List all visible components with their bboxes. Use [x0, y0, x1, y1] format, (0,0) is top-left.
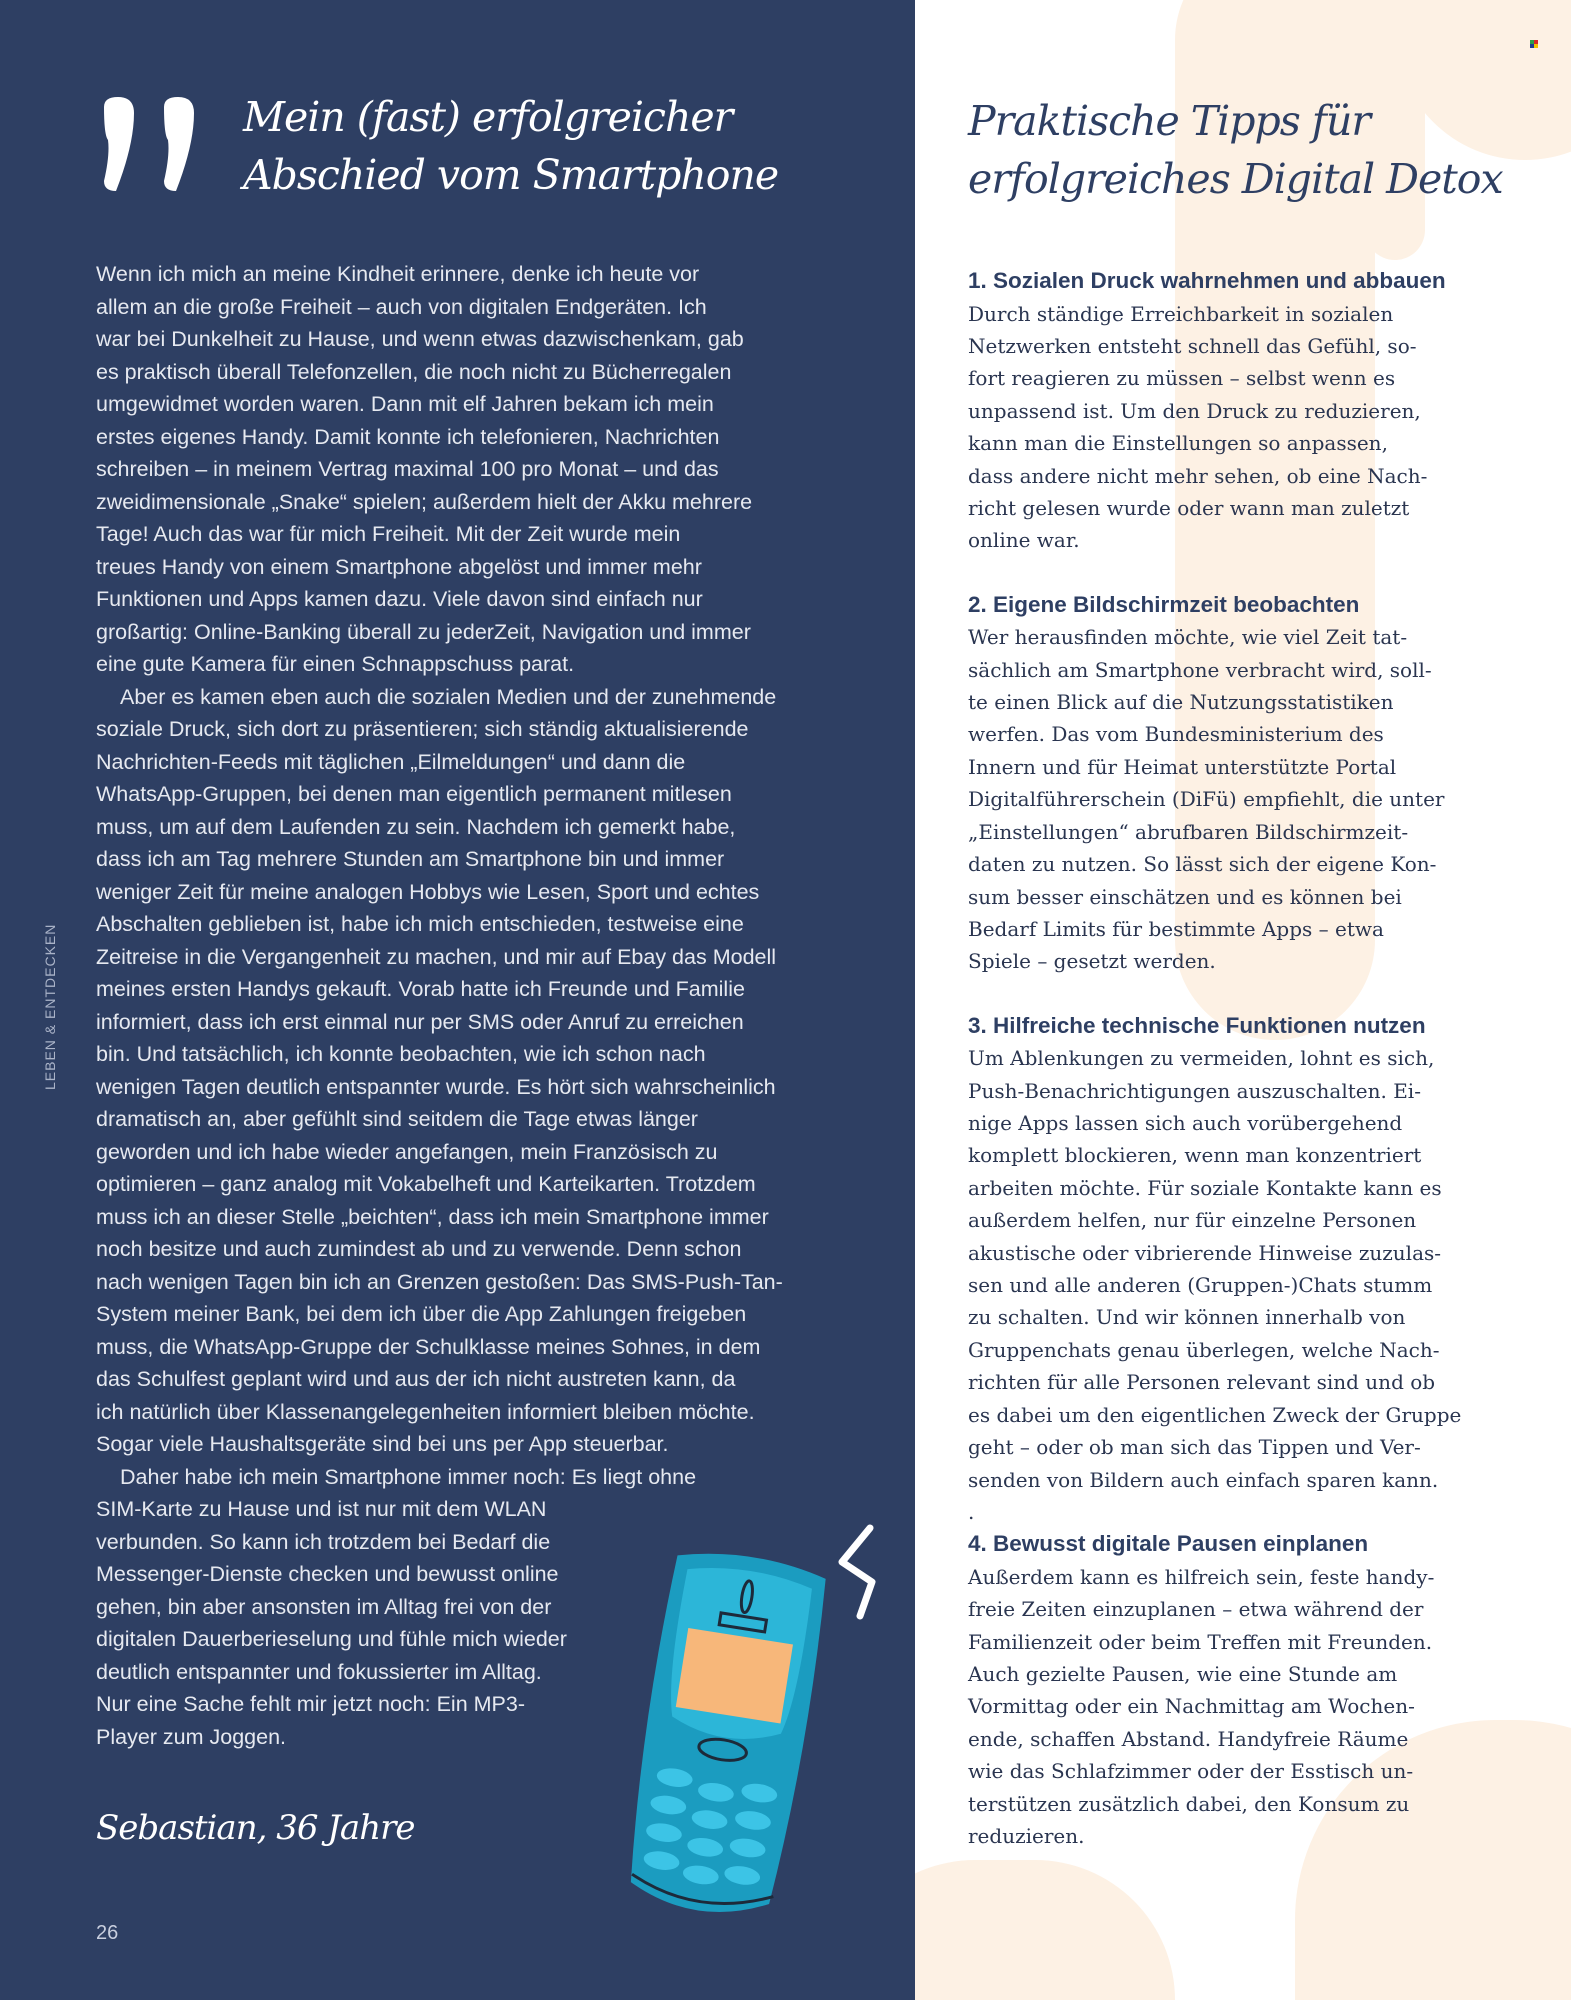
body-line: deutlich entspannter und fokussierter im Alltag. — [96, 1659, 542, 1684]
mobile-phone-icon — [610, 1535, 840, 1935]
background-shape — [915, 1860, 1175, 2000]
quote-marks-icon — [96, 95, 216, 195]
body-line: nach wenigen Tagen bin ich an Grenzen gestoßen: Das SMS-Push-Tan- — [96, 1269, 783, 1294]
tip-text-line: Gruppenchats genau überlegen, welche Nach- — [968, 1337, 1440, 1362]
body-line: dramatisch an, aber gefühlt sind seitdem die Tage etwas länger — [96, 1107, 698, 1131]
tip-text-line: akustische oder vibrierende Hinweise zuzulas- — [968, 1240, 1442, 1265]
body-line: das Schulfest geplant wird und aus der ich nicht austreten kann, da — [96, 1367, 736, 1391]
tip-section — [968, 1010, 1528, 1529]
tip-text-line: . — [968, 1499, 975, 1524]
tip-text-line: Vormittag oder ein Nachmittag am Wochen- — [968, 1694, 1415, 1719]
color-mark-icon — [1530, 40, 1538, 48]
body-line: Zeitreise in die Vergangenheit zu machen, und mir auf Ebay das Modell — [96, 944, 777, 969]
tips-title — [968, 92, 1503, 208]
tip-text-line: Digitalführerschein (DiFü) empfiehlt, die unter — [968, 787, 1445, 812]
body-line: Player zum Joggen. — [96, 1724, 287, 1749]
tip-text-line: te einen Blick auf die Nutzungsstatistiken — [968, 690, 1394, 715]
section-label: LEBEN & ENTDECKEN — [42, 923, 58, 1090]
tip-text-line: richten für alle Personen relevant sind und ob — [968, 1370, 1436, 1395]
body-line: meines ersten Handys gekauft. Vorab hatte ich Freunde und Familie — [96, 977, 745, 1001]
tip-text-line: online war. — [968, 528, 1080, 553]
body-line: Wenn ich mich an meine Kindheit erinnere, denke ich heute vor — [96, 262, 700, 286]
title-line: Mein (fast) erfolgreicher — [243, 93, 733, 141]
tip-text-line: sum besser einschätzen und es können bei — [968, 884, 1402, 909]
body-line: Daher habe ich mein Smartphone immer noch: Es liegt ohne — [120, 1464, 697, 1489]
tip-text-line: Durch ständige Erreichbarkeit in sozialen — [968, 301, 1394, 326]
tip-text-line: Innern und für Heimat unterstützte Portal — [968, 754, 1397, 779]
tip-heading: 1. Sozialen Druck wahrnehmen und abbauen — [968, 268, 1446, 293]
body-line: muss, die WhatsApp-Gruppe der Schulklasse meines Sohnes, in dem — [96, 1334, 761, 1359]
tip-text-line: wie das Schlafzimmer oder der Esstisch un- — [968, 1759, 1414, 1784]
tip-section — [968, 1528, 1528, 1852]
tip-text-line: Bedarf Limits für bestimmte Apps – etwa — [968, 916, 1384, 941]
body-line: Messenger-Dienste checken und bewusst online — [96, 1562, 559, 1586]
tip-text-line: nige Apps lassen sich auch vorübergehend — [968, 1111, 1403, 1136]
tip-heading: 3. Hilfreiche technische Funktionen nutzen — [968, 1012, 1426, 1038]
tip-text-line: arbeiten möchte. Für soziale Kontakte kann es — [968, 1175, 1442, 1200]
tip-text-line: senden von Bildern auch einfach sparen kann. — [968, 1467, 1439, 1492]
zigzag-icon — [832, 1522, 882, 1622]
body-line: großartig: Online-Banking überall zu jederZeit, Navigation und immer — [96, 619, 751, 644]
tip-text-line: dass andere nicht mehr sehen, ob eine Nach- — [968, 463, 1428, 488]
body-line: ich natürlich über Klassenangelegenheiten informiert bleiben möchte. — [96, 1399, 755, 1424]
body-line: dass ich am Tag mehrere Stunden am Smartphone bin und immer — [96, 847, 725, 871]
tip-text-line: unpassend ist. Um den Druck zu reduzieren, — [968, 398, 1421, 423]
tip-text-line: Auch gezielte Pausen, wie eine Stunde am — [968, 1662, 1398, 1687]
page-number: 26 — [96, 1922, 119, 1944]
tip-text-line: Um Ablenkungen zu vermeiden, lohnt es sich, — [968, 1046, 1435, 1071]
tip-text-line: Netzwerken entsteht schnell das Gefühl, so- — [968, 333, 1417, 358]
author-signature: Sebastian, 36 Jahre — [96, 1808, 415, 1848]
tip-text-line: Familienzeit oder beim Treffen mit Freunden. — [968, 1629, 1433, 1654]
body-line: erstes eigenes Handy. Damit konnte ich telefonieren, Nachrichten — [96, 424, 720, 449]
article-body — [96, 258, 856, 1753]
tip-text-line: fort reagieren zu müssen – selbst wenn es — [968, 366, 1396, 391]
tip-heading: 2. Eigene Bildschirmzeit beobachten — [968, 591, 1360, 617]
tip-text-line: Außerdem kann es hilfreich sein, feste handy- — [968, 1564, 1435, 1589]
title-line: Abschied vom Smartphone — [243, 151, 779, 199]
tip-text-line: Wer herausfinden möchte, wie viel Zeit tat- — [968, 625, 1408, 650]
body-line: muss ich an dieser Stelle „beichten“, dass ich mein Smartphone immer — [96, 1204, 769, 1229]
title-line: Praktische Tipps für — [968, 97, 1370, 145]
tip-text-line: werfen. Das vom Bundesministerium des — [968, 722, 1384, 747]
tip-text-line: geht – oder ob man sich das Tippen und Ver- — [968, 1435, 1421, 1460]
tip-text-line: kann man die Einstellungen so anpassen, — [968, 431, 1388, 456]
body-line: wenigen Tagen deutlich entspannter wurde. Es hört sich wahrscheinlich — [96, 1074, 776, 1099]
tip-text-line: es dabei um den eigentlichen Zweck der Gruppe — [968, 1402, 1462, 1427]
body-line: soziale Druck, sich dort zu präsentieren; sich ständig aktualisierende — [96, 717, 749, 741]
article-title — [243, 88, 778, 204]
body-line: Abschalten geblieben ist, habe ich mich entschieden, testweise eine — [96, 912, 744, 936]
body-line: Aber es kamen eben auch die sozialen Medien und der zunehmende — [120, 684, 777, 709]
title-line: erfolgreiches Digital Detox — [968, 155, 1503, 203]
body-line: informiert, dass ich erst einmal nur per SMS oder Anruf zu erreichen — [96, 1009, 744, 1034]
tip-section — [968, 589, 1528, 978]
tip-text-line: terstützen zusätzlich dabei, den Konsum zu — [968, 1791, 1410, 1816]
tip-text-line: zu schalten. Und wir können innerhalb von — [968, 1305, 1406, 1330]
tip-text-line: außerdem helfen, nur für einzelne Personen — [968, 1208, 1417, 1233]
body-line: weniger Zeit für meine analogen Hobbys wie Lesen, Sport und echtes — [96, 879, 760, 904]
body-line: Sogar viele Haushaltsgeräte sind bei uns per App steuerbar. — [96, 1432, 669, 1456]
body-line: treues Handy von einem Smartphone abgelöst und immer mehr — [96, 554, 702, 579]
body-line: bin. Und tatsächlich, ich konnte beobachten, wie ich schon nach — [96, 1042, 706, 1066]
body-line: Tage! Auch das war für mich Freiheit. Mit der Zeit wurde mein — [96, 522, 681, 546]
body-line: umgewidmet worden waren. Dann mit elf Jahren bekam ich mein — [96, 392, 714, 416]
body-line: verbunden. So kann ich trotzdem bei Bedarf die — [96, 1529, 551, 1554]
tip-text-line: reduzieren. — [968, 1824, 1085, 1849]
tip-text-line: sächlich am Smartphone verbracht wird, soll- — [968, 657, 1432, 682]
body-line: optimieren – ganz analog mit Vokabelheft und Karteikarten. Trotzdem — [96, 1172, 756, 1196]
body-line: allem an die große Freiheit – auch von digitalen Endgeräten. Ich — [96, 294, 707, 319]
tip-text-line: richt gelesen wurde oder wann man zuletzt — [968, 495, 1410, 520]
body-line: geworden und ich habe wieder angefangen, mein Französisch zu — [96, 1139, 718, 1164]
tip-text-line: Push-Benachrichtigungen auszuschalten. Ei- — [968, 1078, 1421, 1103]
tip-text-line: sen und alle anderen (Gruppen-)Chats stumm — [968, 1273, 1433, 1298]
tip-heading: 4. Bewusst digitale Pausen einplanen — [968, 1531, 1369, 1557]
tips-list — [968, 265, 1528, 1852]
body-line: schreiben – in meinem Vertrag maximal 100 pro Monat – und das — [96, 457, 719, 481]
body-line: eine gute Kamera für einen Schnappschuss parat. — [96, 652, 575, 676]
tip-section — [968, 265, 1528, 557]
body-line: WhatsApp-Gruppen, bei denen man eigentlich permanent mitlesen — [96, 782, 732, 806]
body-line: digitalen Dauerberieselung und fühle mich wieder — [96, 1627, 567, 1651]
tip-text-line: daten zu nutzen. So lässt sich der eigene Kon- — [968, 852, 1437, 877]
spacer — [968, 978, 1528, 1010]
body-line: Nachrichten-Feeds mit täglichen „Eilmeldungen“ und dann die — [96, 749, 686, 774]
body-line: es praktisch überall Telefonzellen, die noch nicht zu Bücherregalen — [96, 359, 732, 384]
body-line: Nur eine Sache fehlt mir jetzt noch: Ein MP3- — [96, 1692, 525, 1716]
tip-text-line: komplett blockieren, wenn man konzentriert — [968, 1143, 1422, 1168]
body-line: SIM-Karte zu Hause und ist nur mit dem WLAN — [96, 1497, 547, 1521]
body-line: muss, um auf dem Laufenden zu sein. Nachdem ich gemerkt habe, — [96, 814, 736, 839]
body-line: gehen, bin aber ansonsten im Alltag frei von der — [96, 1594, 552, 1619]
tip-text-line: freie Zeiten einzuplanen – etwa während der — [968, 1597, 1424, 1622]
body-line: zweidimensionale „Snake“ spielen; außerdem hielt der Akku mehrere — [96, 489, 753, 514]
body-line: System meiner Bank, bei dem ich über die App Zahlungen freigeben — [96, 1302, 747, 1326]
tip-text-line: „Einstellungen“ abrufbaren Bildschirmzeit- — [968, 819, 1409, 844]
tip-text-line: ende, schaffen Abstand. Handyfreie Räume — [968, 1726, 1409, 1751]
body-line: noch besitze und auch zumindest ab und zu verwende. Denn schon — [96, 1237, 742, 1261]
spacer — [968, 557, 1528, 589]
body-line: war bei Dunkelheit zu Hause, und wenn etwas dazwischenkam, gab — [96, 327, 744, 351]
body-line: Funktionen und Apps kamen dazu. Viele davon sind einfach nur — [96, 587, 703, 611]
tip-text-line: Spiele – gesetzt werden. — [968, 949, 1216, 974]
